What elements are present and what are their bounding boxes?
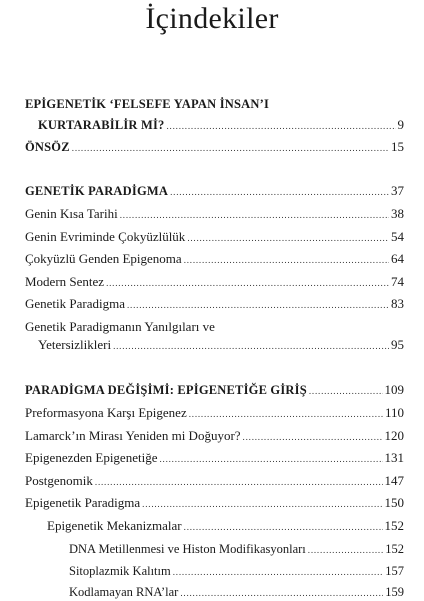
toc-page-number: 74 bbox=[391, 274, 404, 289]
toc-entry-label: Epigenetik Paradigma bbox=[25, 495, 141, 510]
dot-leader bbox=[95, 474, 383, 490]
toc-entry[interactable] bbox=[69, 584, 404, 601]
toc-page-number: 152 bbox=[385, 542, 404, 556]
toc-entry[interactable] bbox=[25, 139, 404, 156]
toc-entry-label: Sitoplazmik Kalıtım bbox=[69, 564, 171, 578]
toc-entry[interactable] bbox=[25, 405, 404, 422]
toc-page-number: 159 bbox=[385, 585, 404, 599]
toc-page-number: 38 bbox=[391, 206, 404, 221]
dot-leader bbox=[72, 140, 389, 156]
dot-leader bbox=[113, 338, 389, 354]
toc-page-number: 83 bbox=[391, 296, 404, 311]
toc-page-number: 157 bbox=[385, 564, 404, 578]
toc-entry-label: PARADİGMA DEĞİŞİMİ: EPİGENETİĞE GİRİŞ bbox=[25, 383, 307, 397]
toc-entry[interactable] bbox=[25, 450, 404, 467]
toc-page-number: 150 bbox=[384, 495, 404, 510]
toc-page-number: 37 bbox=[391, 183, 404, 198]
toc-entry-label: KURTARABİLİR Mİ? bbox=[38, 118, 165, 132]
toc-page-number: 95 bbox=[391, 337, 404, 352]
toc-entry[interactable] bbox=[38, 117, 404, 134]
dot-leader bbox=[142, 496, 382, 512]
toc-entry-label: Modern Sentez bbox=[25, 274, 105, 289]
toc-entry[interactable] bbox=[25, 428, 404, 445]
toc-entry[interactable] bbox=[25, 251, 404, 268]
dot-leader bbox=[159, 451, 382, 467]
dot-leader bbox=[167, 118, 396, 134]
toc-entry[interactable] bbox=[25, 274, 404, 291]
dot-leader bbox=[187, 230, 389, 246]
toc-entry[interactable] bbox=[25, 473, 404, 490]
toc-page-number: 64 bbox=[391, 251, 404, 266]
toc-entry-label: Postgenomik bbox=[25, 473, 93, 488]
toc-entry-label: Lamarck’ın Mirası Yeniden mi Doğuyor? bbox=[25, 428, 241, 443]
dot-leader bbox=[243, 429, 383, 445]
toc-entry-label: Genin Kısa Tarihi bbox=[25, 206, 118, 221]
toc-page-number: 120 bbox=[384, 428, 404, 443]
toc-page-number: 9 bbox=[397, 117, 404, 132]
dot-leader bbox=[180, 585, 383, 601]
toc-entry-label-line1: EPİGENETİK ‘FELSEFE YAPAN İNSAN’I bbox=[25, 97, 270, 111]
toc-entry[interactable] bbox=[47, 518, 404, 535]
toc-entry-label: DNA Metillenmesi ve Histon Modifikasyonları bbox=[69, 542, 306, 556]
toc-entry-label: Epigenetik Mekanizmalar bbox=[47, 518, 182, 533]
toc-page-number: 131 bbox=[384, 450, 404, 465]
dot-leader bbox=[173, 564, 384, 580]
toc-entry-label: Genin Evriminde Çokyüzlülük bbox=[25, 229, 186, 244]
toc-entry[interactable] bbox=[25, 382, 404, 399]
dot-leader bbox=[189, 406, 383, 422]
toc-entry-label: Çokyüzlü Genden Epigenoma bbox=[25, 251, 182, 266]
toc-entry[interactable] bbox=[25, 495, 404, 512]
toc-entry-label: Yetersizlikleri bbox=[38, 337, 112, 352]
dot-leader bbox=[120, 207, 389, 223]
toc-entry[interactable] bbox=[38, 337, 404, 354]
toc-entry-label: GENETİK PARADİGMA bbox=[25, 184, 169, 198]
toc-page-number: 147 bbox=[384, 473, 404, 488]
toc-entry[interactable] bbox=[69, 541, 404, 558]
toc-page-number: 110 bbox=[384, 405, 404, 420]
page-title: İçindekiler bbox=[145, 2, 279, 35]
toc-entry[interactable] bbox=[25, 296, 404, 313]
toc-entry[interactable] bbox=[25, 183, 404, 200]
toc-entry-label: Epigenezden Epigenetiğe bbox=[25, 450, 158, 465]
toc-entry-label: ÖNSÖZ bbox=[25, 140, 70, 154]
toc-page-number: 152 bbox=[384, 518, 404, 533]
toc-entry[interactable] bbox=[25, 229, 404, 246]
toc-entry[interactable] bbox=[25, 206, 404, 223]
dot-leader bbox=[309, 383, 383, 399]
dot-leader bbox=[106, 275, 389, 291]
toc-entry-label-line1: Genetik Paradigmanın Yanılgıları ve bbox=[25, 319, 215, 334]
toc-entry[interactable] bbox=[69, 563, 404, 580]
toc-entry-label: Genetik Paradigma bbox=[25, 296, 125, 311]
toc-page-number: 15 bbox=[391, 139, 404, 154]
toc-page-number: 54 bbox=[391, 229, 404, 244]
dot-leader bbox=[170, 184, 389, 200]
dot-leader bbox=[127, 297, 389, 313]
dot-leader bbox=[184, 252, 389, 268]
dot-leader bbox=[184, 519, 383, 535]
dot-leader bbox=[308, 542, 383, 558]
toc-entry-label: Preformasyona Karşı Epigenez bbox=[25, 405, 187, 420]
toc-entry-label: Kodlamayan RNA’lar bbox=[69, 585, 179, 599]
toc-page-number: 109 bbox=[384, 382, 404, 397]
